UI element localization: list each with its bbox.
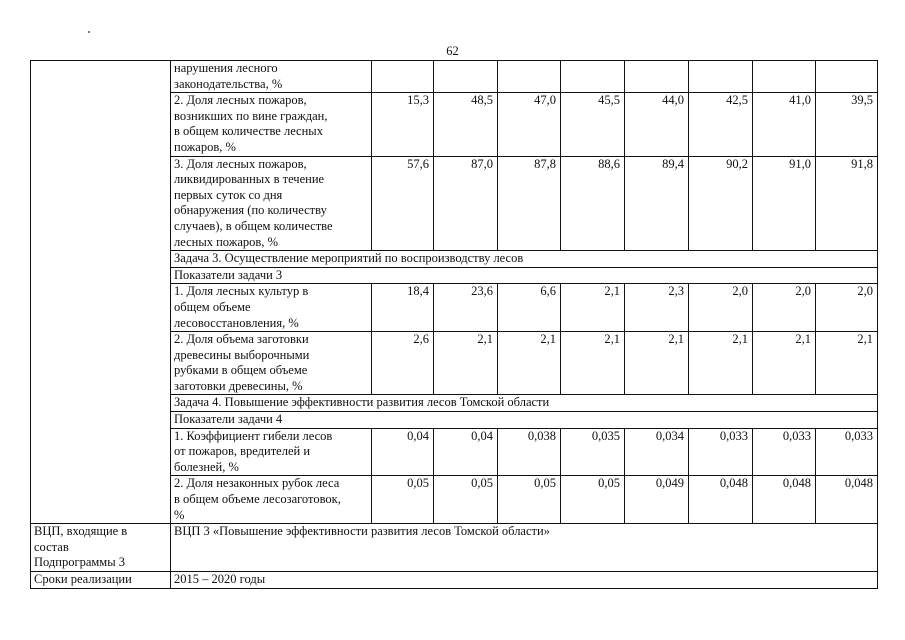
terms-row (31, 572, 878, 589)
value-cell: 90,2 (689, 156, 753, 251)
value-cell: 0,049 (625, 476, 689, 524)
value-cell: 2,1 (561, 332, 625, 395)
value-cell: 2,1 (434, 332, 498, 395)
value-cell: 89,4 (625, 156, 689, 251)
value-cell (434, 61, 498, 93)
indicator-label: 1. Коэффициент гибели лесов от пожаров, вредителей и болезней, % (171, 428, 372, 476)
value-cell: 0,034 (625, 428, 689, 476)
value-cell: 2,0 (816, 284, 878, 332)
value-cell: 91,0 (753, 156, 816, 251)
value-cell: 2,0 (689, 284, 753, 332)
value-cell: 0,035 (561, 428, 625, 476)
table-row (31, 61, 878, 93)
value-cell: 2,1 (498, 332, 561, 395)
value-cell: 0,033 (816, 428, 878, 476)
value-cell: 0,04 (372, 428, 434, 476)
value-cell: 2,1 (753, 332, 816, 395)
value-cell: 91,8 (816, 156, 878, 251)
terms-value: 2015 – 2020 годы (171, 572, 878, 589)
value-cell: 2,6 (372, 332, 434, 395)
vcp-row (31, 524, 878, 572)
indicator-label: нарушения лесного законодательства, % (171, 61, 372, 93)
scan-speck (88, 31, 90, 33)
value-cell: 15,3 (372, 93, 434, 156)
indicator-label: 1. Доля лесных культур в общем объеме лесовосстановления, % (171, 284, 372, 332)
value-cell (372, 61, 434, 93)
vcp-value: ВЦП 3 «Повышение эффективности развития лесов Томской области» (171, 524, 878, 572)
value-cell: 2,1 (689, 332, 753, 395)
value-cell (561, 61, 625, 93)
value-cell (816, 61, 878, 93)
value-cell: 0,05 (372, 476, 434, 524)
value-cell (498, 61, 561, 93)
value-cell (753, 61, 816, 93)
value-cell: 18,4 (372, 284, 434, 332)
left-column-cell (31, 61, 171, 524)
value-cell: 0,038 (498, 428, 561, 476)
value-cell: 48,5 (434, 93, 498, 156)
value-cell: 87,8 (498, 156, 561, 251)
task-4-heading: Задача 4. Повышение эффективности развития лесов Томской области (171, 395, 878, 412)
value-cell: 0,033 (753, 428, 816, 476)
value-cell: 44,0 (625, 93, 689, 156)
vcp-label: ВЦП, входящие в состав Подпрограммы 3 (31, 524, 171, 572)
value-cell: 0,05 (434, 476, 498, 524)
page-number: 62 (446, 44, 459, 58)
value-cell: 2,1 (625, 332, 689, 395)
value-cell: 87,0 (434, 156, 498, 251)
task-3-indicators-heading: Показатели задачи 3 (171, 267, 878, 284)
value-cell: 6,6 (498, 284, 561, 332)
value-cell: 39,5 (816, 93, 878, 156)
indicator-label: 2. Доля незаконных рубок леса в общем объеме лесозаготовок, % (171, 476, 372, 524)
value-cell: 0,048 (753, 476, 816, 524)
value-cell: 23,6 (434, 284, 498, 332)
value-cell: 88,6 (561, 156, 625, 251)
task-3-heading: Задача 3. Осуществление мероприятий по воспроизводству лесов (171, 251, 878, 268)
value-cell: 0,033 (689, 428, 753, 476)
value-cell: 2,1 (561, 284, 625, 332)
value-cell: 41,0 (753, 93, 816, 156)
value-cell (625, 61, 689, 93)
value-cell: 47,0 (498, 93, 561, 156)
value-cell: 57,6 (372, 156, 434, 251)
value-cell: 0,04 (434, 428, 498, 476)
value-cell: 2,0 (753, 284, 816, 332)
value-cell: 45,5 (561, 93, 625, 156)
indicator-label: 2. Доля лесных пожаров, возникших по вине граждан, в общем количестве лесных пожаров, % (171, 93, 372, 156)
indicator-label: 2. Доля объема заготовки древесины выборочными рубками в общем объеме заготовки древесины, % (171, 332, 372, 395)
value-cell: 0,048 (689, 476, 753, 524)
value-cell (689, 61, 753, 93)
value-cell: 0,048 (816, 476, 878, 524)
indicator-label: 3. Доля лесных пожаров, ликвидированных в течение первых суток со дня обнаружения (по количеству случаев), в общем количестве лесных пожаров, % (171, 156, 372, 251)
value-cell: 2,3 (625, 284, 689, 332)
indicators-table (30, 60, 878, 589)
value-cell: 0,05 (498, 476, 561, 524)
value-cell: 2,1 (816, 332, 878, 395)
value-cell: 42,5 (689, 93, 753, 156)
value-cell: 0,05 (561, 476, 625, 524)
terms-label: Сроки реализации (31, 572, 171, 589)
task-4-indicators-heading: Показатели задачи 4 (171, 412, 878, 429)
